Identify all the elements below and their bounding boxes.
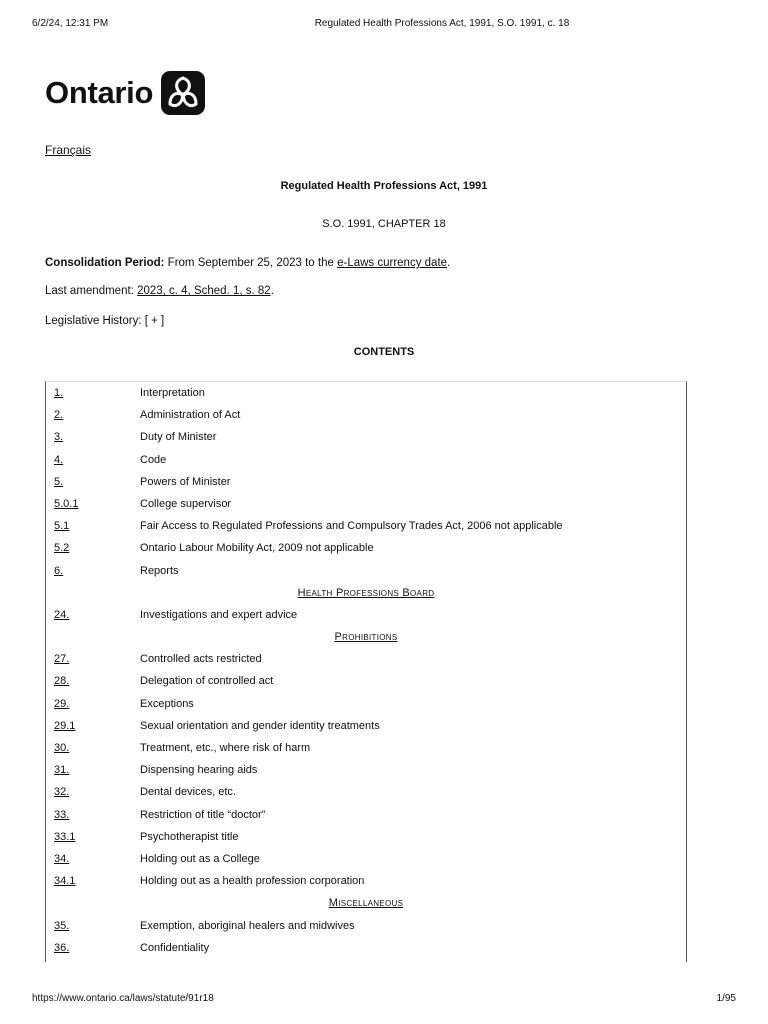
toc-section-title: Powers of Minister [140, 475, 231, 488]
consolidation-end: . [447, 257, 451, 269]
toc-section-title: Administration of Act [140, 409, 241, 422]
toc-row [46, 493, 686, 515]
toc-row [46, 515, 686, 537]
toc-section-title: Exceptions [140, 697, 194, 710]
contents-heading: CONTENTS [353, 346, 415, 358]
toc-row [46, 804, 686, 826]
act-title: Regulated Health Professions Act, 1991 [280, 180, 488, 192]
print-footer-page: 1/95 [716, 993, 736, 1004]
table-of-contents [45, 381, 687, 962]
toc-row [46, 848, 686, 870]
toc-section-heading-label[interactable]: Prohibitions [334, 631, 398, 644]
act-chapter: S.O. 1991, CHAPTER 18 [322, 218, 446, 230]
toc-section-number-link[interactable]: 27. [54, 653, 70, 666]
toc-section-title: Ontario Labour Mobility Act, 2009 not applicable [140, 542, 374, 555]
toc-row [46, 715, 686, 737]
toc-row [46, 759, 686, 781]
toc-section-number-link[interactable]: 34. [54, 852, 70, 865]
toc-section-number-link[interactable]: 31. [54, 764, 70, 777]
toc-row [46, 471, 686, 493]
toc-section-heading [46, 582, 686, 604]
last-amendment-label: Last amendment: [45, 285, 138, 297]
toc-section-title: Holding out as a health profession corporation [140, 875, 365, 888]
toc-section-number-link[interactable]: 30. [54, 742, 70, 754]
toc-section-title: Holding out as a College [140, 852, 260, 865]
toc-section-title: Reports [140, 564, 179, 577]
toc-section-number-link[interactable]: 4. [54, 453, 64, 466]
toc-row [46, 382, 686, 404]
consolidation-label: Consolidation Period: [45, 257, 165, 269]
toc-section-title: Confidentiality [140, 941, 210, 954]
toc-section-title: Delegation of controlled act [140, 675, 274, 688]
last-amendment [45, 285, 274, 297]
toc-section-number-link[interactable]: 24. [54, 608, 70, 621]
logo-wordmark: Ontario [45, 75, 154, 110]
toc-row [46, 404, 686, 426]
toc-section-number-link[interactable]: 28. [54, 675, 70, 688]
toc-section-title: Interpretation [140, 387, 205, 399]
toc-row [46, 560, 686, 582]
trillium-icon [161, 71, 205, 115]
toc-row [46, 915, 686, 937]
toc-section-number-link[interactable]: 6. [54, 564, 64, 577]
toc-section-title: Dispensing hearing aids [140, 764, 258, 777]
toc-section-title: Psychotherapist title [140, 830, 239, 843]
toc-section-number-link[interactable]: 2. [54, 409, 64, 422]
toc-section-number-link[interactable]: 32. [54, 786, 70, 799]
toc-section-heading [46, 626, 686, 648]
print-footer-url: https://www.ontario.ca/laws/statute/91r18 [32, 993, 214, 1004]
toc-section-number-link[interactable]: 33.1 [54, 830, 76, 843]
toc-section-number-link[interactable]: 34.1 [54, 875, 76, 888]
toc-section-number-link[interactable]: 5.1 [54, 520, 70, 533]
currency-date-link[interactable]: e-Laws currency date [337, 257, 448, 269]
toc-section-number-link[interactable]: 29. [54, 697, 70, 710]
toc-section-number-link[interactable]: 3. [54, 431, 64, 444]
toc-section-title: Restriction of title “doctor” [140, 808, 266, 821]
toc-section-title: College supervisor [140, 497, 232, 510]
toc-section-number-link[interactable]: 1. [54, 387, 64, 399]
toc-row [46, 670, 686, 692]
consolidation-text: From September 25, 2023 to the [164, 257, 338, 269]
toc-section-title: Fair Access to Regulated Professions and Compulsory Trades Act, 2006 not applicable [140, 520, 563, 533]
last-amendment-link[interactable]: 2023, c. 4, Sched. 1, s. 82 [137, 285, 271, 297]
toc-section-title: Sexual orientation and gender identity treatments [140, 719, 380, 732]
toc-row [46, 870, 686, 892]
toc-row [46, 937, 686, 959]
toc-section-title: Duty of Minister [140, 431, 217, 444]
toc-section-title: Dental devices, etc. [140, 786, 236, 799]
print-header-datetime: 6/2/24, 12:31 PM [32, 18, 109, 29]
toc-row [46, 449, 686, 471]
last-amendment-end: . [270, 285, 274, 297]
toc-section-number-link[interactable]: 5. [54, 475, 64, 488]
language-toggle-link[interactable]: Français [45, 143, 92, 157]
toc-section-heading-label[interactable]: Miscellaneous [328, 897, 404, 910]
toc-section-heading [46, 892, 686, 914]
toc-section-title: Treatment, etc., where risk of harm [140, 742, 311, 754]
toc-section-title: Exemption, aboriginal healers and midwives [140, 919, 355, 932]
toc-row [46, 648, 686, 670]
toc-row [46, 737, 686, 759]
print-header-title: Regulated Health Professions Act, 1991, S.O. 1991, c. 18 [314, 18, 570, 29]
toc-row [46, 693, 686, 715]
toc-row [46, 537, 686, 559]
toc-row [46, 604, 686, 626]
consolidation-period [45, 257, 450, 269]
toc-section-number-link[interactable]: 35. [54, 919, 70, 932]
toc-section-number-link[interactable]: 33. [54, 808, 70, 821]
toc-section-heading-label[interactable]: Health Professions Board [297, 586, 435, 599]
toc-section-number-link[interactable]: 29.1 [54, 719, 76, 732]
toc-row [46, 426, 686, 448]
toc-row [46, 826, 686, 848]
toc-section-number-link[interactable]: 5.2 [54, 542, 70, 555]
toc-section-number-link[interactable]: 36. [54, 941, 70, 954]
toc-section-number-link[interactable]: 5.0.1 [54, 497, 79, 510]
toc-section-title: Code [140, 453, 167, 466]
toc-section-title: Investigations and expert advice [140, 608, 298, 621]
ontario-logo[interactable] [45, 70, 205, 116]
legislative-history-toggle[interactable]: Legislative History: [ + ] [45, 315, 165, 327]
toc-section-title: Controlled acts restricted [140, 653, 262, 666]
toc-row [46, 781, 686, 803]
